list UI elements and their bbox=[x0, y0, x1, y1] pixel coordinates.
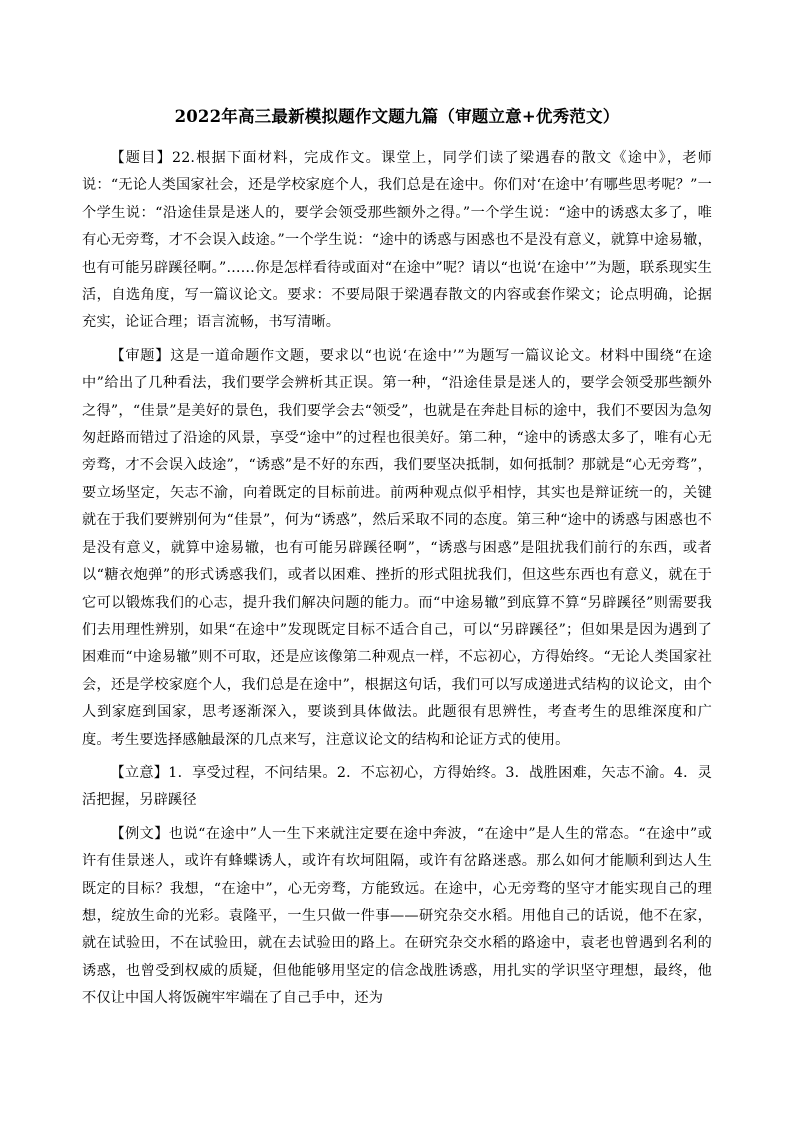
document-body bbox=[82, 145, 712, 1019]
analysis-text: 这是一道命题作文题，要求以“也说‘在途中’”为题写一篇议论文。材料中围绕“在途中”给出了几种看法，我们要学会辨析其正误。第一种，“沿途佳景是迷人的，要学会领受那些额外之得”，“佳景”是美好的景色，我们要学会去“领受”，也就是在奔赴目标的途中，我们不要因为急匆匆赶路而错过了沿途的风景，享受“途中”的过程也很美好。第二种，“途中的诱惑太多了，唯有心无旁骛，才不会误入歧途”，“诱惑”是不好的东西，我们要坚决抵制，如何抵制？那就是“心无旁骛”，要立场坚定，矢志不渝，向着既定的目标前进。前两种观点似乎相悖，其实也是辩证统一的，关键就在于我们要辨别何为“佳景”，何为“诱惑”，然后采取不同的态度。第三种“途中的诱惑与困惑也不是没有意义，就算中途易辙，也有可能另辟蹊径啊”，“诱惑与困惑”是阻扰我们前行的东西，或者以“糖衣炮弹”的形式诱惑我们，或者以困难、挫折的形式阻扰我们，但这些东西也有意义，就在于它可以锻炼我们的心志，提升我们解决问题的能力。而“中途易辙”到底算不算“另辟蹊径”则需要我们去用理性辨别，如果“在途中”发现既定目标不适合自己，可以“另辟蹊径”；但如果是因为遇到了困难而“中途易辙”则不可取，还是应该像第二种观点一样，不忘初心，方得始终。“无论人类国家社会，还是学校家庭个人，我们总是在途中”，根据这句话，我们可以写成递进式结构的议论文，由个人到家庭到国家，思考逐渐深入，要谈到具体做法。此题很有思辨性，考查考生的思维深度和广度。考生要选择感触最深的几点来写，注意议论文的结构和论证方式的使用。 bbox=[82, 347, 712, 748]
analysis-tag: 【审题】 bbox=[110, 347, 171, 364]
paragraph-sample-essay bbox=[82, 821, 712, 1013]
document-title: 2022年高三最新模拟题作文题九篇（审题立意+优秀范文） bbox=[174, 107, 620, 126]
paragraph-analysis bbox=[82, 343, 712, 754]
topic-text: 22.根据下面材料，完成作文。课堂上，同学们读了梁遇春的散文《途中》，老师说：“无论人类国家社会，还是学校家庭个人，我们总是在途中。你们对‘在途中’有哪些思考呢？”一个学生说：“沿途佳景是迷人的，要学会领受那些额外之得。”一个学生说：“途中的诱惑太多了，唯有心无旁骛，才不会误入歧途。”一个学生说：“途中的诱惑与困惑也不是没有意义，就算中途易辙，也有可能另辟蹊径啊。”……你是怎样看待或面对“在途中”呢？请以“也说‘在途中’”为题，联系现实生活，自选角度，写一篇议论文。要求：不要局限于梁遇春散文的内容或套作梁文；论点明确，论据充实，论证合理；语言流畅，书写清晰。 bbox=[82, 150, 712, 331]
sample-essay-text: 也说“在途中”人一生下来就注定要在途中奔波，“在途中”是人生的常态。“在途中”或许有佳景迷人，或许有蜂蝶诱人，或许有坎坷阻隔，或许有岔路迷惑。那么如何才能顺利到达人生既定的目标？我想，“在途中”，心无旁骛，方能致远。在途中，心无旁骛的坚守才能实现自己的理想，绽放生命的光彩。袁隆平，一生只做一件事——研究杂交水稻。用他自己的话说，他不在家，就在试验田，不在试验田，就在去试验田的路上。在研究杂交水稻的路途中，袁老也曾遇到名利的诱惑，也曾受到权威的质疑，但他能够用坚定的信念战胜诱惑，用扎实的学识坚守理想，最终，他不仅让中国人将饭碗牢牢端在了自己手中，还为 bbox=[82, 825, 712, 1007]
topic-tag: 【题目】 bbox=[110, 150, 173, 166]
thesis-text: 1．享受过程，不问结果。2．不忘初心，方得始终。3．战胜困难，矢志不渝。4．灵活把握，另辟蹊径 bbox=[82, 764, 712, 809]
thesis-tag: 【立意】 bbox=[110, 764, 169, 781]
paragraph-thesis bbox=[82, 760, 712, 815]
sample-essay-tag: 【例文】 bbox=[110, 825, 169, 842]
paragraph-topic bbox=[82, 145, 712, 337]
